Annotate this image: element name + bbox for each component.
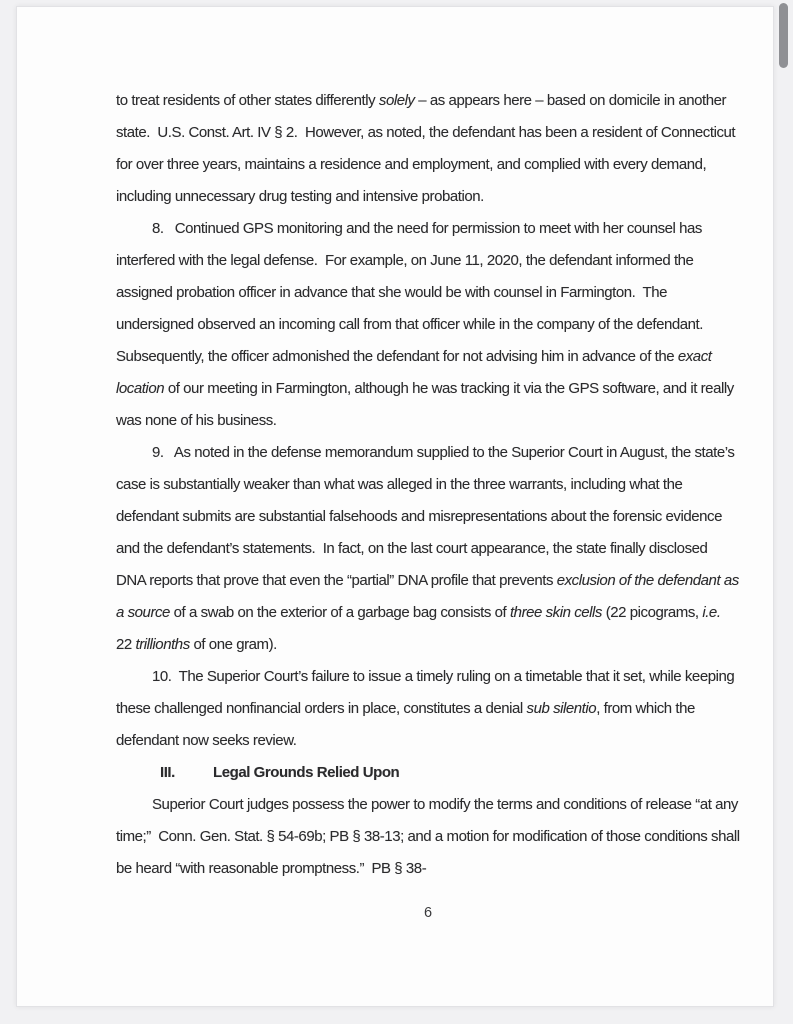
paragraph-text-italic: sub silentio bbox=[526, 700, 597, 717]
paragraph-text-italic: solely bbox=[378, 92, 415, 109]
paragraph-text: of a swab on the exterior of a garbage bag consists of bbox=[169, 604, 510, 621]
page-number: 6 bbox=[423, 905, 433, 921]
paragraph-text: to treat residents of other states differently bbox=[116, 92, 379, 109]
paragraph-text-italic: trillionths bbox=[135, 636, 190, 653]
paragraph-text-italic: three skin cells bbox=[509, 604, 602, 621]
paragraph-text: (22 picograms, bbox=[601, 604, 703, 621]
paragraph-text: Superior Court judges possess the power to modify the terms and conditions of release “at any time;” Conn. Gen. Stat. § 54-69b; PB § 38-13; and a motion for modification of those conditions shall be heard “with reasonable promptness.” PB § 38- bbox=[116, 796, 744, 877]
paragraph bbox=[116, 437, 743, 661]
document-page bbox=[16, 6, 774, 1007]
paragraph bbox=[116, 85, 740, 213]
paragraph-text: – as appears here – based on domicile in another state. U.S. Const. Art. IV § 2. However, as noted, the defendant has been a resident of Connecticut for over three years, maintains a residence and employment, and complied with every demand, including unnecessary drug testing and intensive probation. bbox=[116, 92, 739, 205]
paragraph bbox=[116, 213, 740, 437]
section-heading-number: III. bbox=[160, 764, 175, 781]
section-heading bbox=[116, 757, 740, 789]
paragraph-text-italic: i.e. bbox=[702, 604, 721, 621]
section-heading-title: Legal Grounds Relied Upon bbox=[213, 764, 400, 781]
paragraph-text: 9. As noted in the defense memorandum supplied to the Superior Court in August, the state’s case is substantially weaker than what was alleged in the three warrants, including what the defendant submits are substantial falsehoods and misrepresentations about the forensic evidence and the defendant’s statements. In fact, on the last court appearance, the state finally disclosed DNA reports that prove that even the “partial” DNA profile that prevents bbox=[116, 444, 739, 589]
paragraph-text-italic: exact location bbox=[116, 348, 716, 397]
paragraph-text: 10. The Superior Court’s failure to issue a timely ruling on a timetable that it set, while keeping these challenged nonfinancial orders in place, constitutes a denial bbox=[116, 668, 738, 717]
document-content bbox=[116, 85, 744, 885]
paragraph-text: of one gram). bbox=[189, 636, 277, 653]
paragraph-text: , from which the defendant now seeks review. bbox=[116, 700, 699, 749]
paragraph bbox=[116, 661, 740, 757]
paragraph-text: 22 bbox=[116, 604, 725, 653]
paragraph bbox=[116, 789, 744, 885]
paragraph-text: of our meeting in Farmington, although he was tracking it via the GPS software, and it really was none of his business. bbox=[116, 380, 738, 429]
paragraph-text: 8. Continued GPS monitoring and the need for permission to meet with her counsel has interfered with the legal defense. For example, on June 11, 2020, the defendant informed the assigned probation officer in advance that she would be with counsel in Farmington. The undersigned observed an incoming call from that officer while in the company of the defendant. Subsequently, the officer admonished the defendant for not advising him in advance of the bbox=[116, 220, 715, 365]
scrollbar-thumb[interactable] bbox=[779, 3, 788, 68]
paragraph-text-italic: exclusion of the defendant as a source bbox=[116, 572, 743, 621]
